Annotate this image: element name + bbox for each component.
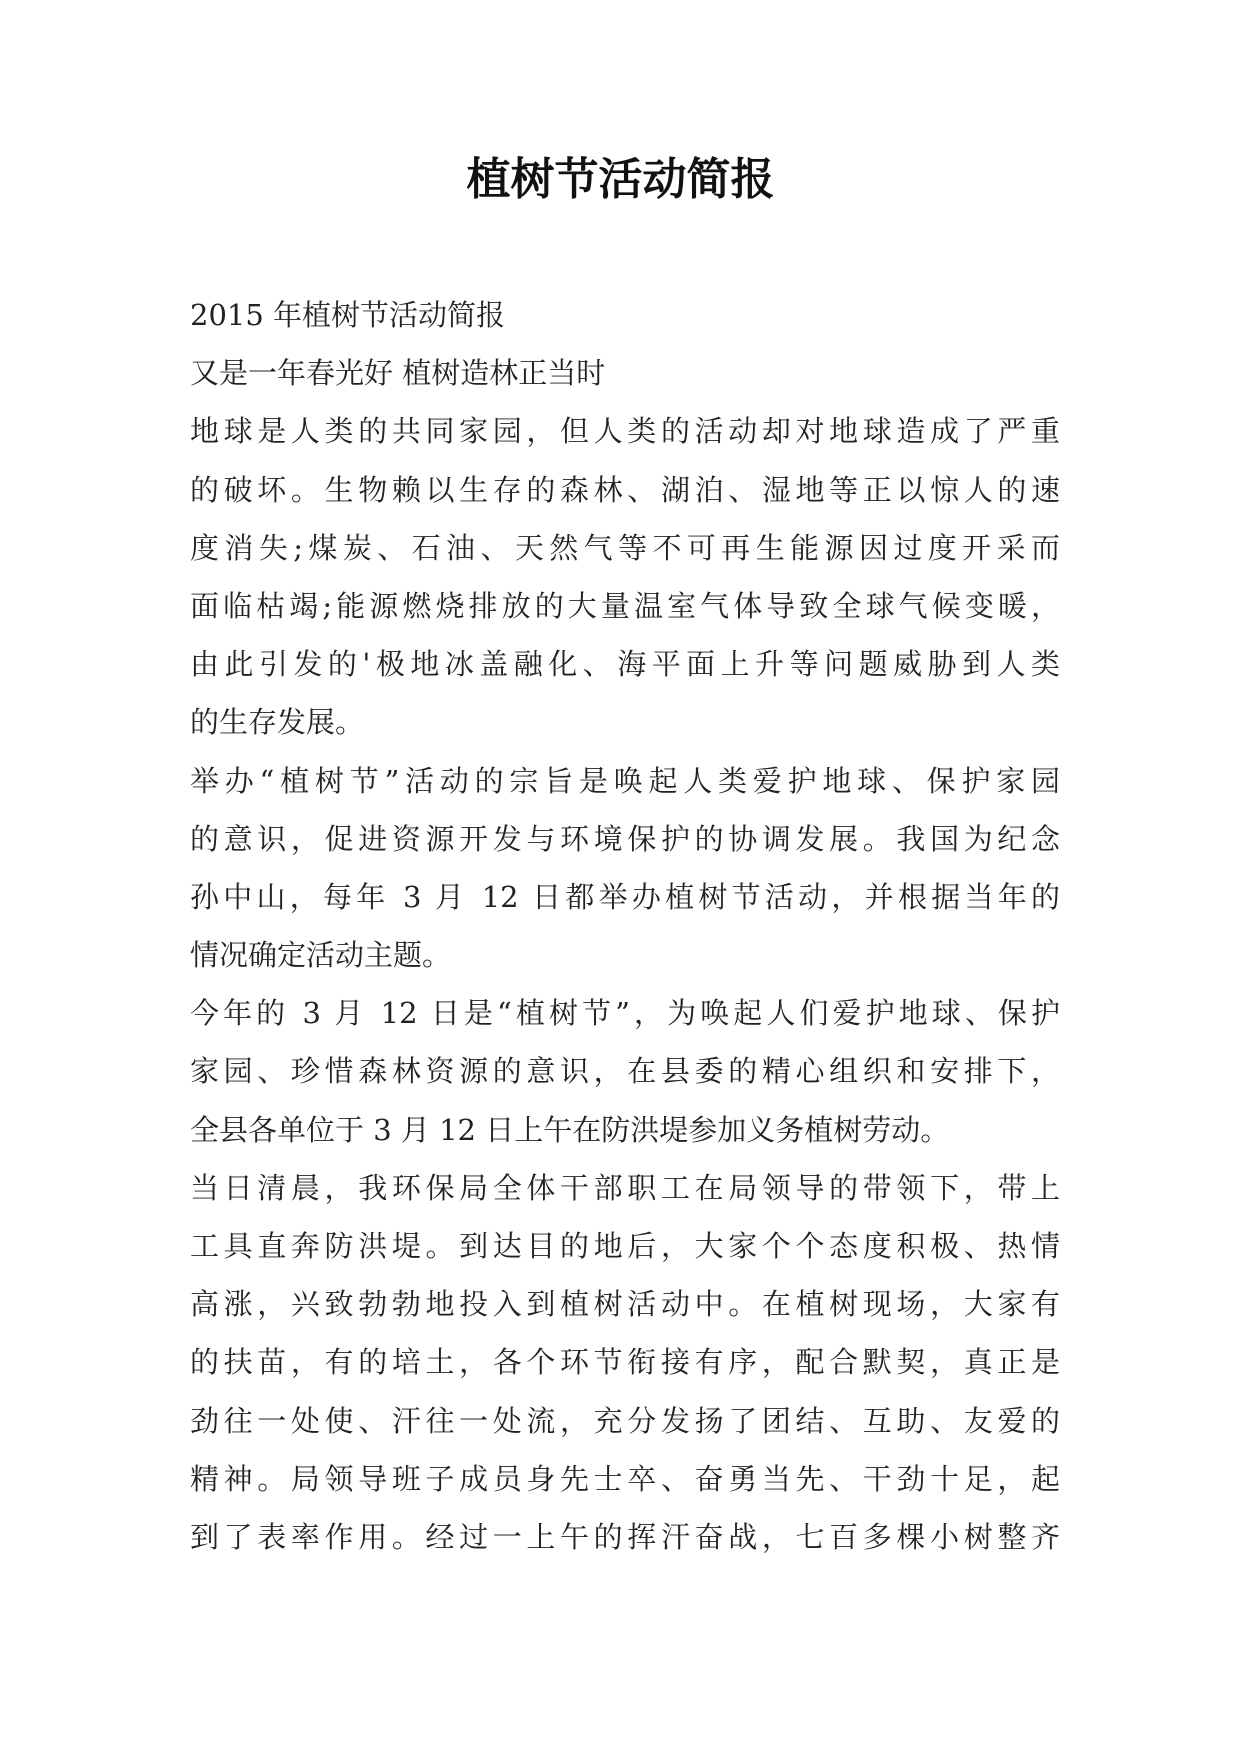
paragraph-line: 全县各单位于 3 月 12 日上午在防洪堤参加义务植树劳动。 xyxy=(190,1112,950,1147)
paragraph-line: 劲往一处使、汗往一处流，充分发扬了团结、互助、友爱的 xyxy=(190,1403,1060,1438)
paragraph-line: 当日清晨，我环保局全体干部职工在局领导的带领下，带上 xyxy=(190,1170,1060,1205)
document-title: 植树节活动简报 xyxy=(466,154,775,205)
paragraph-line: 地球是人类的共同家园，但人类的活动却对地球造成了严重 xyxy=(190,414,1060,449)
paragraph-line: 的破坏。生物赖以生存的森林、湖泊、湿地等正以惊人的速 xyxy=(190,472,1060,507)
paragraph-line: 举办“植树节”活动的宗旨是唤起人类爱护地球、保护家园 xyxy=(190,763,1060,798)
slogan-line: 又是一年春光好 植树造林正当时 xyxy=(190,356,606,391)
document-body xyxy=(190,286,1060,1566)
paragraph-line: 的意识，促进资源开发与环境保护的协调发展。我国为纪念 xyxy=(190,821,1060,856)
paragraph-line: 度消失;煤炭、石油、天然气等不可再生能源因过度开采而 xyxy=(190,530,1060,565)
paragraph-line: 孙中山，每年 3 月 12 日都举办植树节活动，并根据当年的 xyxy=(190,879,1060,914)
paragraph-line: 的扶苗，有的培土，各个环节衔接有序，配合默契，真正是 xyxy=(190,1345,1060,1380)
paragraph-line: 家园、珍惜森林资源的意识，在县委的精心组织和安排下， xyxy=(190,1054,1060,1089)
paragraph-line: 高涨，兴致勃勃地投入到植树活动中。在植树现场，大家有 xyxy=(190,1287,1060,1322)
paragraph-line: 由此引发的'极地冰盖融化、海平面上升等问题威胁到人类 xyxy=(190,647,1060,682)
paragraph-line: 今年的 3 月 12 日是“植树节”，为唤起人们爱护地球、保护 xyxy=(190,996,1060,1031)
paragraph-line: 情况确定活动主题。 xyxy=(190,938,452,973)
paragraph-line: 到了表率作用。经过一上午的挥汗奋战，七百多棵小树整齐 xyxy=(190,1519,1060,1554)
paragraph-line: 精神。局领导班子成员身先士卒、奋勇当先、干劲十足，起 xyxy=(190,1461,1060,1496)
paragraph-line: 工具直奔防洪堤。到达目的地后，大家个个态度积极、热情 xyxy=(190,1229,1060,1263)
paragraph-line: 面临枯竭;能源燃烧排放的大量温室气体导致全球气候变暖， xyxy=(190,588,1060,623)
subtitle-line: 2015 年植树节活动简报 xyxy=(190,298,506,332)
paragraph-line: 的生存发展。 xyxy=(190,705,365,740)
